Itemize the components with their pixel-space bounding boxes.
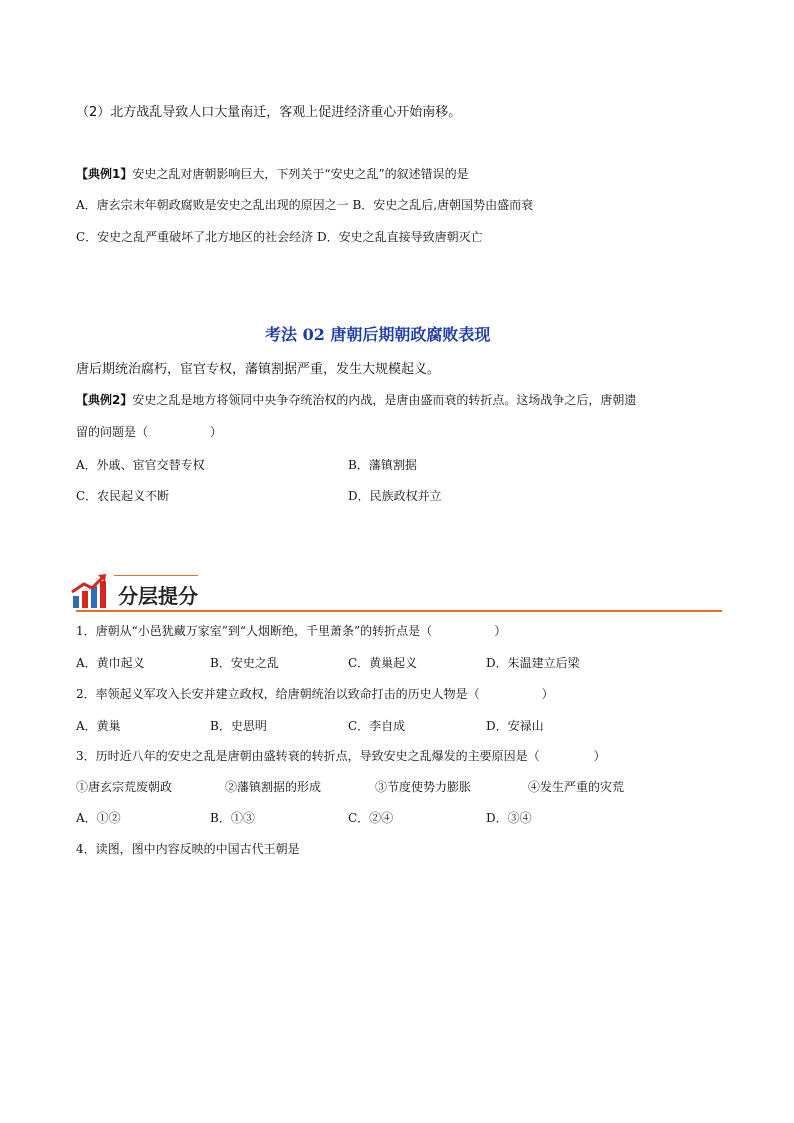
tiers-heading-underline (114, 575, 198, 576)
q3-option-c: C．②④ (348, 811, 394, 825)
example2-question-line1 (76, 391, 636, 408)
q2-text (76, 685, 554, 702)
tiers-header (70, 572, 722, 612)
q1-option-a: A．黄巾起义 (76, 656, 145, 670)
q3-item-4: ④发生严重的灾荒 (528, 780, 625, 794)
q3-option-b: B．①③ (210, 811, 255, 825)
q3-stem: 3．历时近八年的安史之乱是唐朝由盛转衰的转折点，导致安史之乱爆发的主要原因是（ (76, 749, 540, 763)
q2-option-a: A．黄巢 (76, 719, 121, 733)
q3-option-d: D．③④ (486, 811, 532, 825)
q3-item-1: ①唐玄宗荒废朝政 (76, 780, 173, 794)
q3-option-a: A．①② (76, 811, 121, 825)
q1-text (76, 622, 506, 639)
q2-close: ） (541, 687, 554, 701)
example1-options-line2: C．安史之乱严重破坏了北方地区的社会经济 D．安史之乱直接导致唐朝灭亡 (76, 230, 483, 244)
q1-option-b: B．安史之乱 (210, 656, 279, 670)
q1-close: ） (494, 624, 507, 638)
q3-item-2: ②藩镇割据的形成 (225, 780, 322, 794)
q2-stem: 2．率领起义军攻入长安并建立政权，给唐朝统治以致命打击的历史人物是（ (76, 687, 480, 701)
q1-option-c: C．黄巢起义 (348, 656, 418, 670)
example2-option-a: A．外戚、宦官交替专权 (76, 458, 205, 472)
example2-question-line2 (76, 423, 222, 440)
q1-option-d: D．朱温建立后梁 (486, 656, 580, 670)
q3-text (76, 747, 606, 764)
q3-close: ） (593, 749, 606, 763)
answer-close-paren: ） (210, 425, 223, 439)
section-title: 考法 02 唐朝后期朝政腐败表现 (265, 325, 491, 344)
section-summary: 唐后期统治腐朽，宦官专权，藩镇割据严重，发生大规模起义。 (76, 362, 441, 377)
example2-question-text2: 留的问题是（ (76, 425, 149, 439)
continuation-note: （2）北方战乱导致人口大量南迁，客观上促进经济重心开始南移。 (76, 105, 462, 120)
example1-question-text: 安史之乱对唐朝影响巨大，下列关于“安史之乱”的叙述错误的是 (132, 167, 469, 181)
example1-tag: 【典例1】 (76, 167, 133, 181)
tiers-divider (76, 610, 722, 612)
q4-text: 4．读图，图中内容反映的中国古代王朝是 (76, 842, 300, 856)
example2-option-c: C．农民起义不断 (76, 489, 170, 503)
example2-option-b: B．藩镇割据 (348, 458, 417, 472)
bar-chart-icon (70, 572, 110, 610)
example2-option-d: D．民族政权并立 (348, 489, 442, 503)
tiers-heading: 分层提分 (118, 584, 198, 608)
example1-question (76, 165, 469, 182)
q3-item-3: ③节度使势力膨胀 (375, 780, 472, 794)
example1-options-line1: A．唐玄宗末年朝政腐败是安史之乱出现的原因之一 B．安史之乱后,唐朝国势由盛而衰 (76, 198, 534, 212)
example2-tag: 【典例2】 (76, 393, 133, 407)
q2-option-c: C．李自成 (348, 719, 406, 733)
q2-option-b: B．史思明 (210, 719, 267, 733)
q1-stem: 1．唐朝从“小邑犹藏万家室”到“人烟断绝，千里萧条”的转折点是（ (76, 624, 433, 638)
example2-question-text: 安史之乱是地方将领同中央争夺统治权的内战，是唐由盛而衰的转折点。这场战争之后，唐朝遗 (132, 393, 637, 407)
q2-option-d: D．安禄山 (486, 719, 544, 733)
